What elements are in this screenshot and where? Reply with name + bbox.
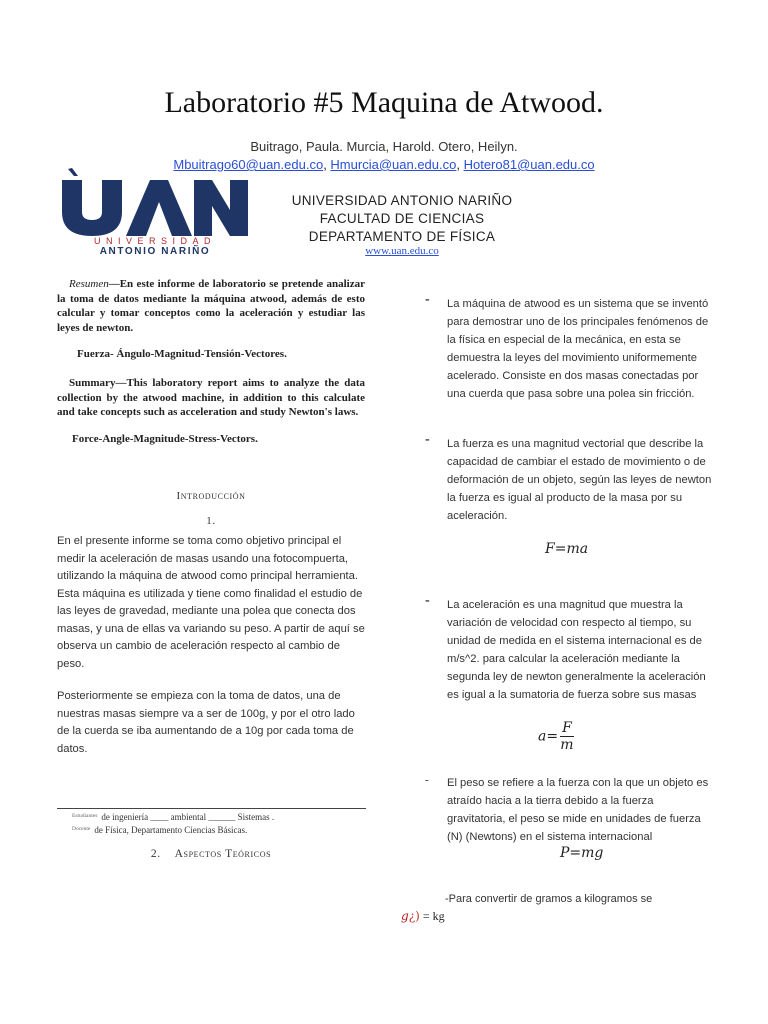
bullet-acceleration: La aceleración es una magnitud que muestra la variación de velocidad con respecto al tiempo, su unidad de medida en el sistema internacional es de m/s^2. para calcular la aceleración mediante la segunda ley de newton generalmente la aceleración es igual a la sumatoria de fuerza sobre sus masas: [447, 599, 706, 701]
abstract-en: [57, 376, 365, 420]
keywords-es: Fuerza- Ángulo-Magnitud-Tensión-Vectores.: [77, 348, 287, 360]
bullet-atwood-machine: La máquina de atwood es un sistema que se inventó para demostrar uno de los principales fenómenos de la física en especial de la mecánica, en esta se demuestra la leyes del movimiento uniformemente acelerado. Consiste en dos masas conectadas por una cuerda que pasa sobre una polea sin fricción.: [447, 298, 709, 400]
website-line: [262, 245, 542, 257]
section-2-title: Aspectos Teóricos: [174, 848, 272, 860]
formula-acceleration-lhs: a=: [538, 728, 559, 745]
bullet-weight: El peso se refiere a la fuerza con la que un objeto es atraído hacia a la tierra debido a la fuerza gravitatoria, el peso se mide en unidades de fuerza (N) (Newtons) en el sistema internacional: [447, 777, 709, 843]
uan-logo: [60, 168, 250, 254]
abstract-es: [57, 277, 365, 335]
resumen-label: Resumen: [69, 278, 109, 290]
footnote-divider: [57, 808, 366, 809]
university-name: UNIVERSIDAD ANTONIO NARIÑO: [291, 193, 513, 208]
conversion-result: = kg: [419, 909, 445, 923]
website-link[interactable]: www.uan.edu.co: [365, 245, 439, 257]
conversion-equation: [401, 909, 445, 924]
fraction: [560, 720, 574, 753]
document-title: Laboratorio #5 Maquina de Atwood.: [164, 86, 604, 119]
authors-line: Buitrago, Paula. Murcia, Harold. Otero, Heilyn.: [250, 139, 518, 154]
bullet-force: La fuerza es una magnitud vectorial que describe la capacidad de cambiar el estado de movimiento o de deformación de un objeto, según las leyes de newton la fuerza es igual al producto de la masa por su aceleración.: [447, 438, 712, 522]
email-link-otero[interactable]: Hotero81@uan.edu.co: [463, 157, 595, 172]
faculty-name: FACULTAD DE CIENCIAS: [319, 211, 485, 226]
conversion-g: g: [401, 909, 409, 923]
section-2-heading: [57, 848, 365, 860]
fraction-denominator: m: [560, 737, 574, 753]
keywords-en: Force-Angle-Magnitude-Stress-Vectors.: [72, 433, 258, 445]
formula-weight: P=mg: [560, 845, 604, 861]
logo-line-antonio-narino: ANTONIO NARIÑO: [99, 246, 211, 254]
summary-text: Summary—This laboratory report aims to analyze the data collection by the atwood machine, in addition to this calculate and take concepts such as acceleration and study Newton's laws.: [57, 377, 365, 418]
bullet-mark: -: [425, 774, 429, 786]
intro-heading: Introducción: [176, 490, 246, 502]
resumen-text: —En este informe de laboratorio se pretende analizar la toma de datos mediante la máquina atwood, además de esto calcular y tomar conceptos como la aceleración y estudiar las leyes de newton.: [57, 278, 365, 334]
email-link-buitrago[interactable]: Mbuitrago60@uan.edu.co: [173, 157, 324, 172]
intro-paragraph-1: En el presente informe se toma como objetivo principal el medir la aceleración de masas usando una fotocompuerta, utilizando la máquina de atwood como principal herramienta. Esta máquina es utilizada y tiene como finalidad el estudio de las leyes de gravedad, mediante una polea que conecta dos masas, y una de ellas va variando su peso. A partir de aquí se observa un cambio de aceleración respecto al cambio de peso.: [57, 535, 365, 670]
email-separator: ,: [456, 157, 464, 172]
footnote-students-text: de ingeniería ____ ambiental ______ Sistemas .: [101, 812, 275, 822]
conversion-glyph: ¿: [408, 909, 416, 923]
logo-line-universidad: UNIVERSIDAD: [93, 236, 217, 246]
footnote-students: [72, 812, 274, 822]
email-separator: ,: [323, 157, 331, 172]
conversion-note: -Para convertir de gramos a kilogramos se: [445, 893, 653, 905]
bullet-mark: -: [425, 593, 430, 608]
section-2-number: 2.: [150, 848, 161, 860]
bullet-mark: -: [425, 432, 430, 447]
bullet-mark: -: [425, 292, 430, 307]
footnote-teacher-label: Docente: [72, 826, 91, 832]
footnote-teacher-text: de Física, Departamento Ciencias Básicas.: [94, 825, 248, 835]
formula-newton-second-law: F=ma: [545, 541, 589, 557]
intro-number: 1.: [206, 515, 216, 527]
fraction-numerator: F: [562, 720, 572, 736]
footnote-teacher: [72, 825, 247, 835]
intro-paragraph-2: Posteriormente se empieza con la toma de datos, una de nuestras masas siempre va a ser de 100g, y por el otro lado de la cuerda se iba aumentando de a 10g por cada toma de datos.: [57, 690, 355, 755]
department-name: DEPARTAMENTO DE FÍSICA: [308, 229, 496, 244]
formula-acceleration: [538, 720, 574, 753]
email-link-murcia[interactable]: Hmurcia@uan.edu.co: [330, 157, 457, 172]
conversion-close: ): [415, 909, 420, 923]
footnote-students-label: Estudiantes: [72, 813, 98, 819]
